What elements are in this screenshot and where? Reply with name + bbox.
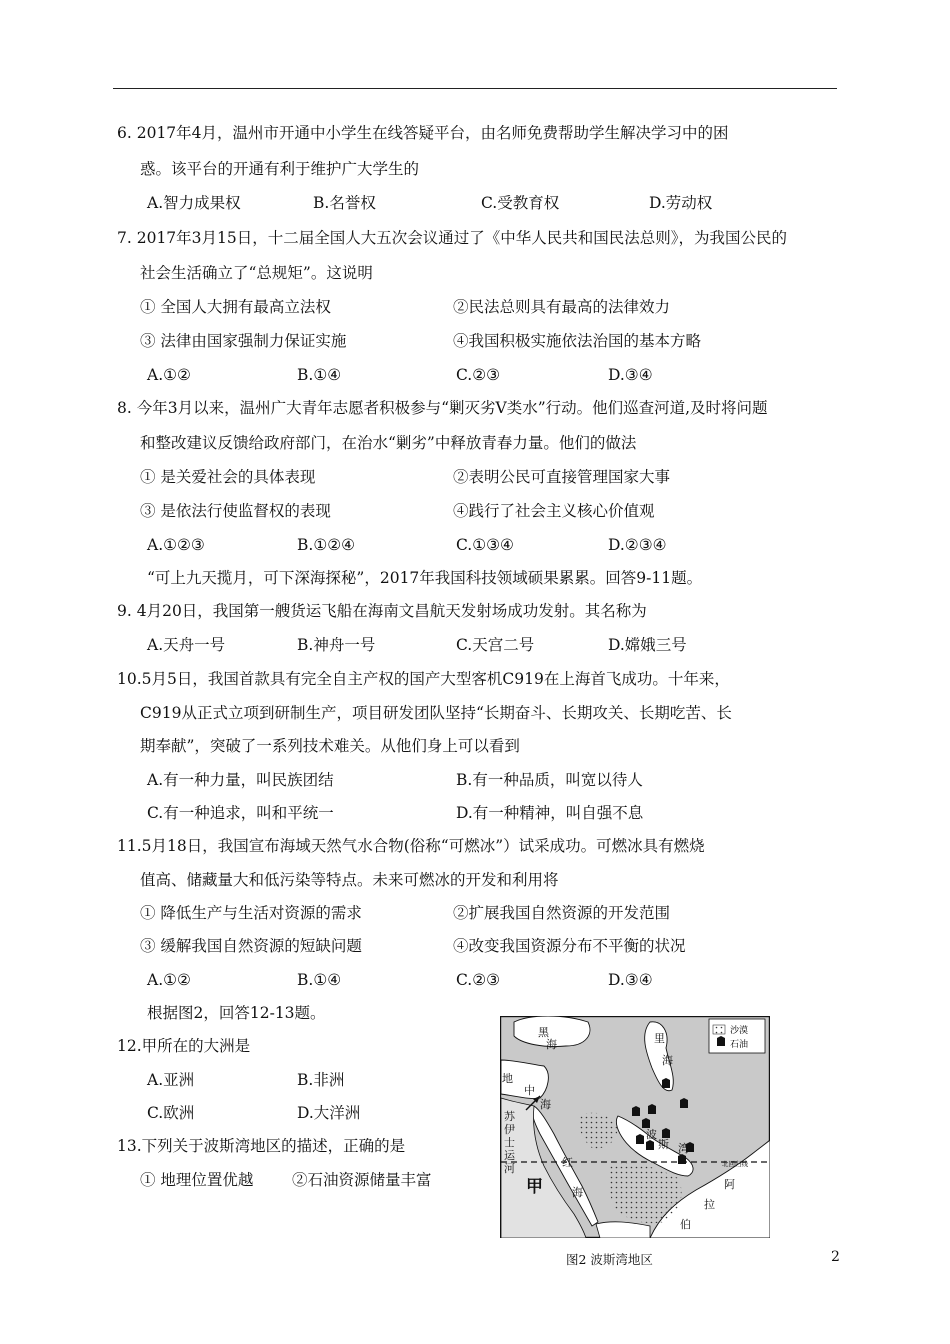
label-zhong: 中 xyxy=(524,1084,535,1097)
q12-option-d: D.大洋洲 xyxy=(297,1104,361,1122)
q7-option-c: C.②③ xyxy=(456,366,501,384)
q8-option-d: D.②③④ xyxy=(608,536,667,554)
q10-option-c: C.有一种追求，叫和平统一 xyxy=(147,804,334,822)
q12-option-a: A.亚洲 xyxy=(147,1071,195,1089)
q8-option-a: A.①②③ xyxy=(147,536,205,554)
persian-gulf-map xyxy=(500,1016,770,1238)
q8-statement-1: ① 是关爱社会的具体表现 xyxy=(140,468,316,486)
q9-option-b: B.神舟一号 xyxy=(297,636,376,654)
q10-option-a: A.有一种力量，叫民族团结 xyxy=(147,771,334,789)
q11-option-a: A.①② xyxy=(147,971,191,989)
map-caption: 图2 波斯湾地区 xyxy=(566,1252,653,1267)
q7-statement-2: ②民法总则具有最高的法律效力 xyxy=(453,298,671,316)
label-la: 拉 xyxy=(704,1198,715,1211)
q11-statement-3: ③ 缓解我国自然资源的短缺问题 xyxy=(140,937,362,955)
oil-icon xyxy=(678,1154,686,1164)
q10-option-d: D.有一种精神，叫自强不息 xyxy=(456,804,644,822)
q10-stem: 10.5月5日，我国首款具有完全自主产权的国产大型客机C919在上海首飞成功。十年来， xyxy=(117,670,730,688)
intro-12-13: 根据图2，回答12-13题。 xyxy=(147,1004,326,1022)
oil-icon xyxy=(632,1106,640,1116)
oil-icon xyxy=(680,1098,688,1108)
q11-option-d: D.③④ xyxy=(608,971,653,989)
q10-option-b: B.有一种品质，叫宽以待人 xyxy=(456,771,643,789)
header-rule xyxy=(113,88,837,89)
label-hai-black: 海 xyxy=(546,1038,557,1051)
q8-stem: 8. 今年3月以来，温州广大青年志愿者积极参与“剿灭劣Ⅴ类水”行动。他们巡查河道,及时将问题 xyxy=(117,399,768,417)
oil-icon xyxy=(636,1134,644,1144)
q8-statement-2: ②表明公民可直接管理国家大事 xyxy=(453,468,671,486)
oil-icon xyxy=(648,1104,656,1114)
q7-stem: 7. 2017年3月15日，十二届全国人大五次会议通过了《中华人民共和国民法总则》，为我国公民的 xyxy=(117,229,787,247)
q6-option-c: C.受教育权 xyxy=(481,194,560,212)
q11-stem-cont: 值高、储藏量大和低污染等特点。未来可燃冰的开发和利用将 xyxy=(140,871,559,889)
q7-statement-4: ④我国积极实施依法治国的基本方略 xyxy=(453,332,702,350)
legend-desert-label: 沙漠 xyxy=(730,1026,749,1036)
label-suez-5: 河 xyxy=(504,1162,515,1175)
q13-statement-1: ① 地理位置优越 xyxy=(140,1171,254,1189)
label-a: 阿 xyxy=(724,1178,735,1191)
oil-icon xyxy=(662,1078,670,1088)
oil-icon xyxy=(642,1118,650,1128)
q11-stem: 11.5月18日，我国宣布海域天然气水合物(俗称“可燃冰”）试采成功。可燃冰具有燃烧 xyxy=(117,837,705,855)
q8-stem-cont: 和整改建议反馈给政府部门，在治水“剿劣”中释放青春力量。他们的做法 xyxy=(140,434,637,452)
intro-9-11: “可上九天揽月，可下深海探秘”，2017年我国科技领域硕果累累。回答9-11题。 xyxy=(147,569,703,587)
label-hai-med: 海 xyxy=(540,1098,551,1111)
q7-stem-cont: 社会生活确立了“总规矩”。这说明 xyxy=(140,264,373,282)
q7-option-d: D.③④ xyxy=(608,366,653,384)
label-suez-1: 苏 xyxy=(504,1110,515,1123)
legend-desert-swatch xyxy=(713,1025,725,1034)
q13-stem: 13.下列关于波斯湾地区的描述，正确的是 xyxy=(117,1137,406,1155)
q11-statement-1: ① 降低生产与生活对资源的需求 xyxy=(140,904,362,922)
label-hai-caspian: 海 xyxy=(662,1054,673,1067)
q13-statement-2: ②石油资源储量丰富 xyxy=(292,1171,432,1189)
label-li: 里 xyxy=(654,1032,665,1045)
q7-statement-1: ① 全国人大拥有最高立法权 xyxy=(140,298,331,316)
page-number: 2 xyxy=(831,1249,840,1265)
gulf-of-aden xyxy=(596,1222,650,1238)
label-bo: 波 xyxy=(646,1128,657,1141)
label-hai-red: 海 xyxy=(572,1186,583,1199)
q8-option-c: C.①③④ xyxy=(456,536,514,554)
q6-option-d: D.劳动权 xyxy=(649,194,713,212)
q6-stem-cont: 惑。该平台的开通有利于维护广大学生的 xyxy=(140,160,420,178)
label-suez-3: 士 xyxy=(504,1136,515,1149)
q9-option-d: D.嫦娥三号 xyxy=(608,636,687,654)
q8-option-b: B.①②④ xyxy=(297,536,356,554)
q9-option-c: C.天宫二号 xyxy=(456,636,535,654)
q9-stem: 9. 4月20日，我国第一艘货运飞船在海南文昌航天发射场成功发射。其名称为 xyxy=(117,602,647,620)
q10-stem-cont: C919从正式立项到研制生产，项目研发团队坚持“长期奋斗、长期攻关、长期吃苦、长 xyxy=(140,704,732,722)
q12-option-c: C.欧洲 xyxy=(147,1104,195,1122)
label-bai: 伯 xyxy=(680,1218,691,1231)
q7-statement-3: ③ 法律由国家强制力保证实施 xyxy=(140,332,347,350)
label-hong: 红 xyxy=(562,1156,573,1169)
oil-icon xyxy=(646,1140,654,1150)
q8-statement-3: ③ 是依法行使监督权的表现 xyxy=(140,502,331,520)
q11-statement-2: ②扩展我国自然资源的开发范围 xyxy=(453,904,671,922)
label-tropic: 北回归线 xyxy=(722,1160,748,1168)
q6-option-b: B.名誉权 xyxy=(313,194,376,212)
legend-oil-icon xyxy=(717,1036,725,1046)
label-wan: 湾 xyxy=(678,1142,689,1155)
label-hei: 黑 xyxy=(538,1026,549,1039)
q6-option-a: A.智力成果权 xyxy=(147,194,241,212)
q7-option-a: A.①② xyxy=(147,366,191,384)
q9-option-a: A.天舟一号 xyxy=(147,636,226,654)
label-suez-2: 伊 xyxy=(504,1123,515,1136)
label-suez-4: 运 xyxy=(504,1149,515,1162)
legend-oil-label: 石油 xyxy=(730,1040,749,1050)
label-si: 斯 xyxy=(658,1138,669,1151)
q7-option-b: B.①④ xyxy=(297,366,342,384)
q10-stem-cont2: 期奉献”，突破了一系列技术难关。从他们身上可以看到 xyxy=(140,737,520,755)
q8-statement-4: ④践行了社会主义核心价值观 xyxy=(453,502,655,520)
label-di: 地 xyxy=(502,1072,513,1085)
q12-option-b: B.非洲 xyxy=(297,1071,345,1089)
q11-option-b: B.①④ xyxy=(297,971,342,989)
label-jia: 甲 xyxy=(526,1177,543,1197)
oil-icon xyxy=(662,1128,670,1138)
q11-statement-4: ④改变我国资源分布不平衡的状况 xyxy=(453,937,686,955)
q11-option-c: C.②③ xyxy=(456,971,501,989)
q6-stem: 6. 2017年4月，温州市开通中小学生在线答疑平台，由名师免费帮助学生解决学习中的困 xyxy=(117,124,729,142)
q12-stem: 12.甲所在的大洲是 xyxy=(117,1037,251,1055)
